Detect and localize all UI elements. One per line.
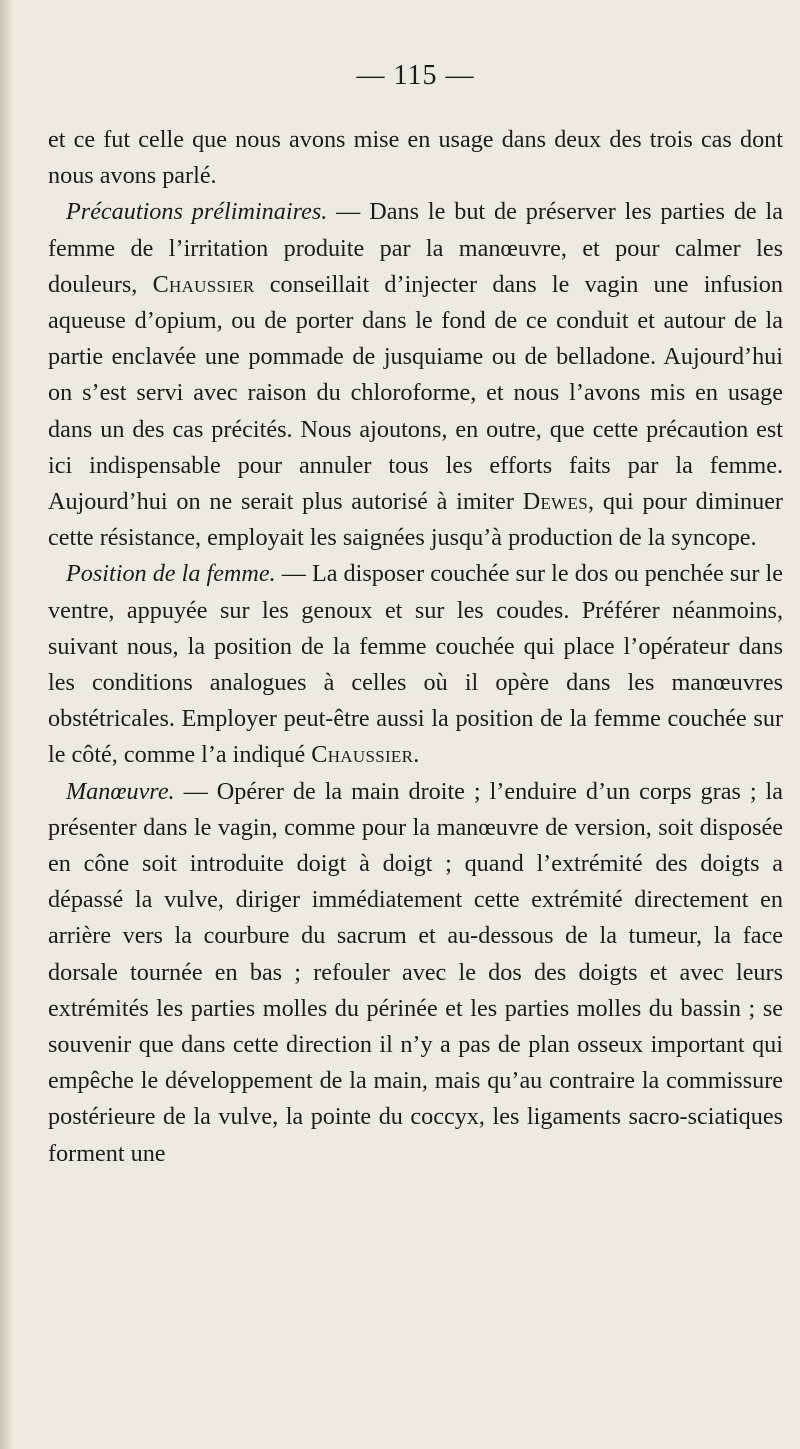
author-name: Chaussier (152, 270, 255, 298)
paragraph-text: — La disposer couchée sur le dos ou penchée sur le ventre, appuyée sur les genoux et sur les coudes. Préférer néanmoins, suivant nous, la position de la femme couchée qui place l’opérateur dans les conditions analogues à celles où il opère dans les manœuvres obstétricales. Employer peut-être aussi la position de la femme couchée sur le côté, comme l’a indiqué (48, 560, 783, 769)
paragraph-position (48, 556, 783, 773)
author-name: Dewes (522, 488, 588, 516)
paragraph-text: . (413, 741, 420, 769)
paragraph-text: et ce fut celle que nous avons mise en usage dans deux des trois cas dont nous avons parlé. (48, 126, 783, 190)
section-heading-manoeuvre: Manœuvre. (66, 777, 175, 805)
page-number: — 115 — (356, 60, 475, 91)
paragraph-continuation (48, 122, 783, 194)
paragraph-manoeuvre (48, 774, 783, 1172)
paragraph-text: — Opérer de la main droite ; l’enduire d’un corps gras ; la présenter dans le vagin, comme pour la manœuvre de version, soit disposée en cône soit introduite doigt à doigt ; quand l’extrémité des doigts a dépassé la vulve, diriger immédiatement cette extrémité directement en arrière vers la courbure du sacrum et au-dessous de la tumeur, la face dorsale tournée en bas ; refouler avec le dos des doigts et avec leurs extrémités les parties molles du périnée et les parties molles du bassin ; se souvenir que dans cette direction il n’y a pas de plan osseux important qui empêche le développement de la main, mais qu’au contraire la commissure postérieure de la vulve, la pointe du coccyx, les ligaments sacro-sciatiques forment une (48, 777, 783, 1167)
paragraph-text: conseillait d’injecter dans le vagin une infusion aqueuse d’opium, ou de porter dans le fond de ce conduit et autour de la partie enclavée une pommade de jusquiame ou de belladone. Aujourd’hui on s’est servi avec raison du chloroforme, et nous l’avons mis en usage dans un des cas précités. Nous ajoutons, en outre, que cette précaution est ici indispensable pour annuler tous les efforts faits par la femme. Aujourd’hui on ne serait plus autorisé à imiter (48, 270, 783, 516)
section-heading-position: Position de la femme. (66, 560, 276, 588)
body-text (48, 122, 783, 1172)
page-binding-edge (0, 0, 14, 1449)
book-page (48, 60, 783, 1172)
section-heading-precautions: Précautions préliminaires. (66, 198, 328, 226)
paragraph-text: , qui pour diminuer cette résistance, employait les saignées jusqu’à production de la syncope. (48, 488, 783, 552)
paragraph-text: — Dans le but de préserver les parties de la femme de l’irritation produite par la manœuvre, et pour calmer les douleurs, (48, 198, 784, 298)
paragraph-precautions (48, 194, 783, 556)
author-name: Chaussier (311, 741, 414, 769)
